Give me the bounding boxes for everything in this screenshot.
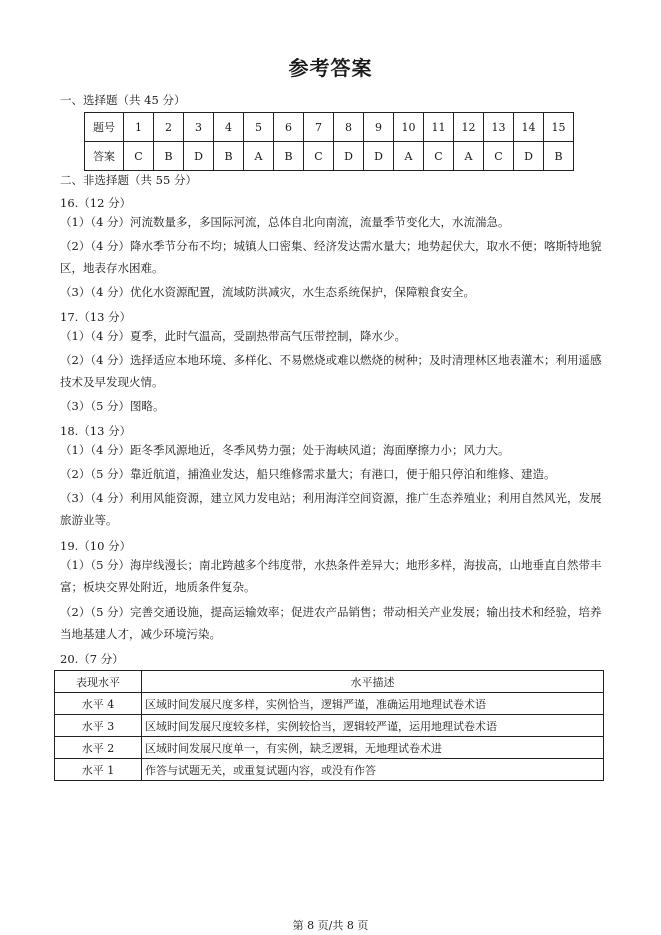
- question-number-cell: 2: [154, 113, 184, 142]
- answer-cell: D: [364, 142, 394, 171]
- question-number-cell: 9: [364, 113, 394, 142]
- question-16-answer-1: （1）（4 分）河流数量多，多国际河流，总体自北向南流，流量季节变化大，水流湍急。: [60, 215, 510, 229]
- question-16-title: 16.（12 分）: [60, 196, 132, 210]
- question-17-answer-1: （1）（4 分）夏季，此时气温高，受副热带高气压带控制，降水少。: [60, 329, 407, 343]
- question-18-answer-2: （2）（5 分）靠近航道，捕渔业发达，船只维修需求量大；有港口，便于船只停泊和维修、建造。: [60, 467, 556, 481]
- question-20-title: 20.（7 分）: [60, 652, 124, 666]
- question-19-answer-2: （2）（5 分）完善交通设施，提高运输效率；促进农产品销售；带动相关产业发展；输出技术和经验，培养当地基建人才，减少环境污染。: [60, 605, 602, 641]
- question-number-row: [85, 113, 574, 142]
- question-number-cell: 10: [394, 113, 424, 142]
- question-17-answer-2: （2）（4 分）选择适应本地环境、多样化、不易燃烧或难以燃烧的树种；及时清理林区地表灌木；利用遥感技术及早发现火情。: [60, 353, 602, 389]
- table-header-row: [55, 671, 604, 693]
- question-16-answer-2: （2）（4 分）降水季节分布不均；城镇人口密集、经济发达需水量大；地势起伏大，取水不便；喀斯特地貌区，地表存水困难。: [60, 239, 602, 275]
- level-cell: 水平 2: [55, 737, 142, 759]
- answer-cell: D: [334, 142, 364, 171]
- table-row: [55, 693, 604, 715]
- performance-level-table: [54, 670, 604, 781]
- question-number-cell: 7: [304, 113, 334, 142]
- question-number-cell: 15: [544, 113, 574, 142]
- answer-cell: C: [424, 142, 454, 171]
- description-cell: 区域时间发展尺度较多样，实例较恰当，逻辑较严谨，运用地理试卷术语: [142, 715, 604, 737]
- table-row: [55, 759, 604, 781]
- table-row: [55, 737, 604, 759]
- answer-cell: C: [484, 142, 514, 171]
- question-18-answer-3: （3）（4 分）利用风能资源，建立风力发电站；利用海洋空间资源，推广生态养殖业；利用自然风光，发展旅游业等。: [60, 491, 602, 527]
- question-19-title: 19.（10 分）: [60, 539, 132, 553]
- question-17-title: 17.（13 分）: [60, 310, 132, 324]
- question-17-answer-3: （3）（5 分）图略。: [60, 399, 165, 413]
- section-non-choice-heading: 二、非选择题（共 55 分）: [60, 173, 197, 187]
- question-number-cell: 4: [214, 113, 244, 142]
- answer-cell: D: [514, 142, 544, 171]
- question-number-cell: 11: [424, 113, 454, 142]
- description-cell: 作答与试题无关，或重复试题内容，或没有作答: [142, 759, 604, 781]
- answer-cell: A: [454, 142, 484, 171]
- table-row: [55, 715, 604, 737]
- page-title: 参考答案: [288, 56, 373, 80]
- question-18-answer-1: （1）（4 分）距冬季风源地近，冬季风势力强；处于海峡风道；海面摩擦力小；风力大。: [60, 443, 510, 457]
- answer-cell: C: [124, 142, 154, 171]
- question-16-answer-3: （3）（4 分）优化水资源配置，流域防洪减灾，水生态系统保护，保障粮食安全。: [60, 285, 476, 299]
- level-cell: 水平 3: [55, 715, 142, 737]
- answer-cell: B: [274, 142, 304, 171]
- description-cell: 区域时间发展尺度多样，实例恰当，逻辑严谨，准确运用地理试卷术语: [142, 693, 604, 715]
- question-number-cell: 8: [334, 113, 364, 142]
- section-multiple-choice-heading: 一、选择题（共 45 分）: [60, 93, 186, 107]
- question-number-header: 题号: [85, 113, 124, 142]
- level-cell: 水平 1: [55, 759, 142, 781]
- question-number-cell: 13: [484, 113, 514, 142]
- answer-cell: B: [544, 142, 574, 171]
- answer-cell: A: [244, 142, 274, 171]
- question-number-cell: 6: [274, 113, 304, 142]
- answer-cell: C: [304, 142, 334, 171]
- answer-cell: B: [154, 142, 184, 171]
- question-number-cell: 12: [454, 113, 484, 142]
- question-number-cell: 1: [124, 113, 154, 142]
- answer-cell: B: [214, 142, 244, 171]
- question-number-cell: 5: [244, 113, 274, 142]
- answer-header: 答案: [85, 142, 124, 171]
- question-18-title: 18.（13 分）: [60, 424, 132, 438]
- level-column-header: 表现水平: [55, 671, 142, 693]
- answer-cell: A: [394, 142, 424, 171]
- description-column-header: 水平描述: [142, 671, 604, 693]
- multiple-choice-answer-table: [84, 112, 574, 171]
- page-footer: 第 8 页/共 8 页: [292, 919, 369, 932]
- question-19-answer-1: （1）（5 分）海岸线漫长；南北跨越多个纬度带，水热条件差异大；地形多样，海拔高，山地垂直自然带丰富；板块交界处附近，地质条件复杂。: [60, 558, 602, 594]
- question-number-cell: 3: [184, 113, 214, 142]
- description-cell: 区域时间发展尺度单一，有实例，缺乏逻辑，无地理试卷术进: [142, 737, 604, 759]
- level-cell: 水平 4: [55, 693, 142, 715]
- answer-row: [85, 142, 574, 171]
- question-number-cell: 14: [514, 113, 544, 142]
- answer-cell: D: [184, 142, 214, 171]
